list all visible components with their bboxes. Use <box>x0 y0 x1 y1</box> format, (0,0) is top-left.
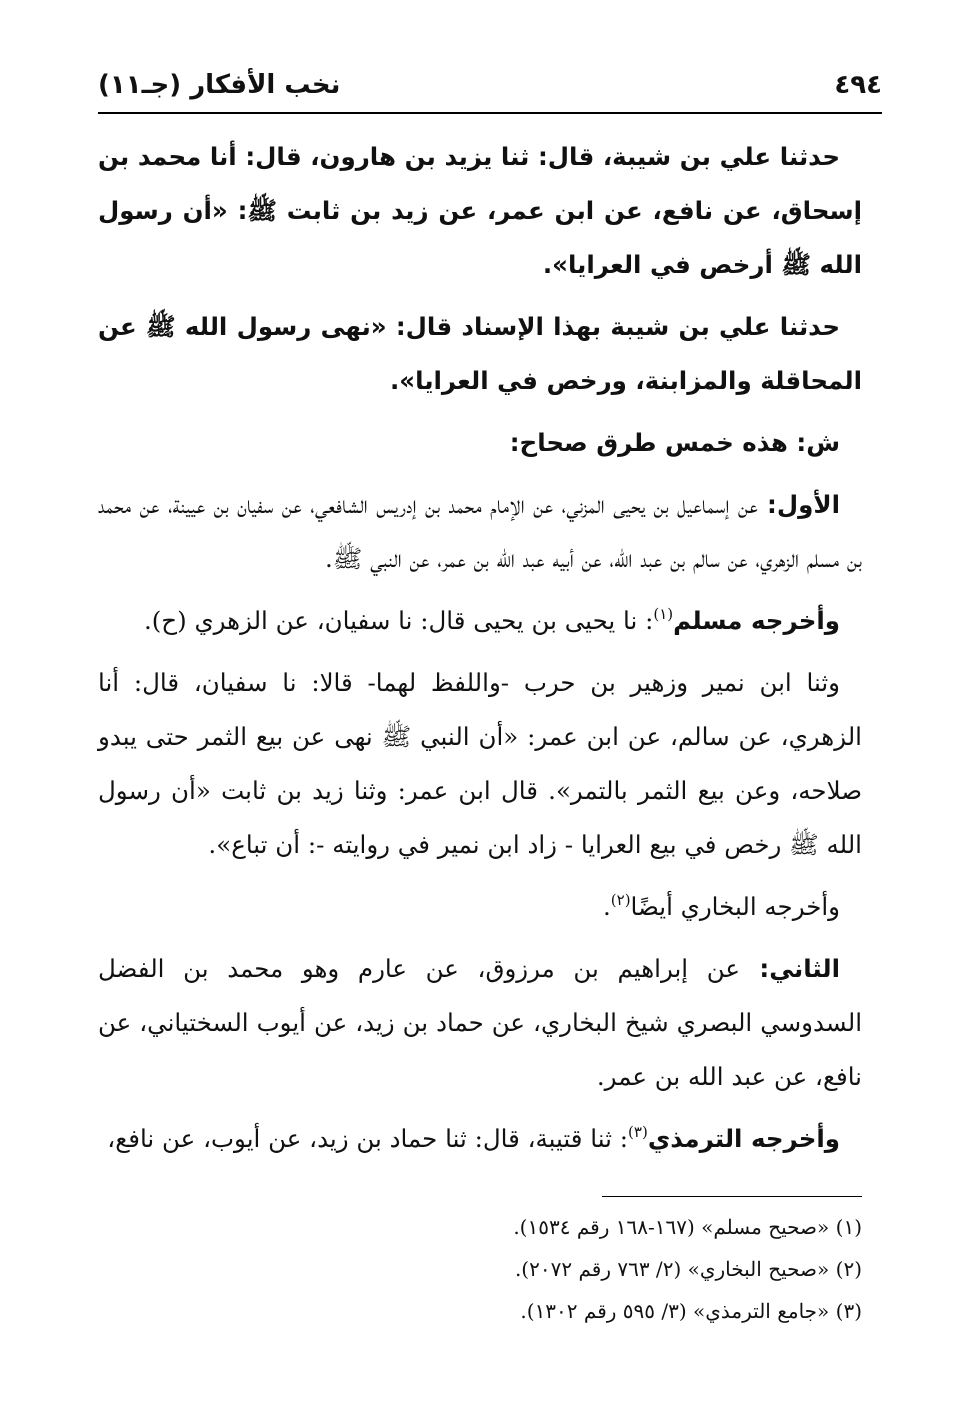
text-run: الأول: <box>757 490 840 519</box>
text-run: عن إبراهيم بن مرزوق، عن عارم وهو محمد بن الفضل السدوسي البصري شيخ البخاري، عن حماد بن زيد، عن أيوب السختياني، عن نافع، عن عبد الله بن عمر. <box>98 954 862 1091</box>
paragraph-p4 <box>98 478 862 586</box>
text-run: وأخرجه البخاري أيضًا <box>630 892 840 921</box>
text-run: . <box>602 892 611 921</box>
footnote-2: (٢) «صحيح البخاري» (٢/ ٧٦٣ رقم ٢٠٧٢). <box>514 1257 862 1281</box>
text-run: الثاني: <box>740 954 840 983</box>
text-run: حدثنا علي بن شيبة بهذا الإسناد قال: «نهى رسول الله ﷺ عن المحاقلة والمزابنة، ورخص في العرايا». <box>98 312 862 395</box>
header-divider <box>98 112 882 114</box>
text-run: عن إسماعيل بن يحيى المزني، عن الإمام محمد بن إدريس الشافعي، عن سفيان بن عيينة، عن محمد بن مسلم الزهري، عن سالم بن عبد الله، عن أبيه عبد الله بن عمر، عن النبي ﷺ. <box>98 490 862 573</box>
paragraph-p8 <box>98 942 862 1104</box>
paragraph-p9 <box>98 1112 862 1166</box>
text-run: : ثنا قتيبة، قال: ثنا حماد بن زيد، عن أيوب، عن نافع، <box>107 1124 629 1153</box>
page-header <box>98 62 882 108</box>
text-run: وثنا ابن نمير وزهير بن حرب -واللفظ لهما- قالا: نا سفيان، قال: أنا الزهري، عن سالم، عن ابن عمر: «أن النبي ﷺ نهى عن بيع الثمر حتى يبدو صلاحه، وعن بيع الثمر بالتمر». قال ابن عمر: وثنا زيد بن ثابت «أن رسول الله ﷺ رخص في بيع العرايا - زاد ابن نمير في روايته -: أن تباع». <box>98 668 862 859</box>
page-number: ٤٩٤ <box>834 70 882 100</box>
footnote-ref: (١) <box>653 605 674 623</box>
footnote-3: (٣) «جامع الترمذي» (٣/ ٥٩٥ رقم ١٣٠٢). <box>520 1299 862 1323</box>
footnote-ref: (٣) <box>628 1123 648 1141</box>
paragraph-p5 <box>98 594 862 648</box>
footnote-1: (١) «صحيح مسلم» (١٦٧-١٦٨ رقم ١٥٣٤). <box>513 1215 862 1239</box>
footnote-divider <box>602 1196 862 1197</box>
paragraph-p1 <box>98 130 862 292</box>
text-run: وأخرجه مسلم <box>673 606 840 635</box>
footnotes <box>98 1206 862 1332</box>
paragraph-p6 <box>98 656 862 872</box>
footnote-ref: (٢) <box>610 891 631 909</box>
text-run: حدثنا علي بن شيبة، قال: ثنا يزيد بن هارون، قال: أنا محمد بن إسحاق، عن نافع، عن ابن عمر، عن زيد بن ثابت ﷺ: «أن رسول الله ﷺ أرخص في العرايا». <box>98 142 862 279</box>
text-run: وأخرجه الترمذي <box>647 1124 840 1153</box>
paragraph-p2 <box>98 300 862 408</box>
text-run: ش: هذه خمس طرق صحاح: <box>509 428 840 457</box>
paragraph-p3 <box>98 416 862 470</box>
book-title: نخب الأفكار (جـ١١) <box>98 70 341 100</box>
main-text <box>98 130 862 1174</box>
paragraph-p7 <box>98 880 862 934</box>
text-run: : نا يحيى بن يحيى قال: نا سفيان، عن الزهري (ح). <box>143 606 654 635</box>
